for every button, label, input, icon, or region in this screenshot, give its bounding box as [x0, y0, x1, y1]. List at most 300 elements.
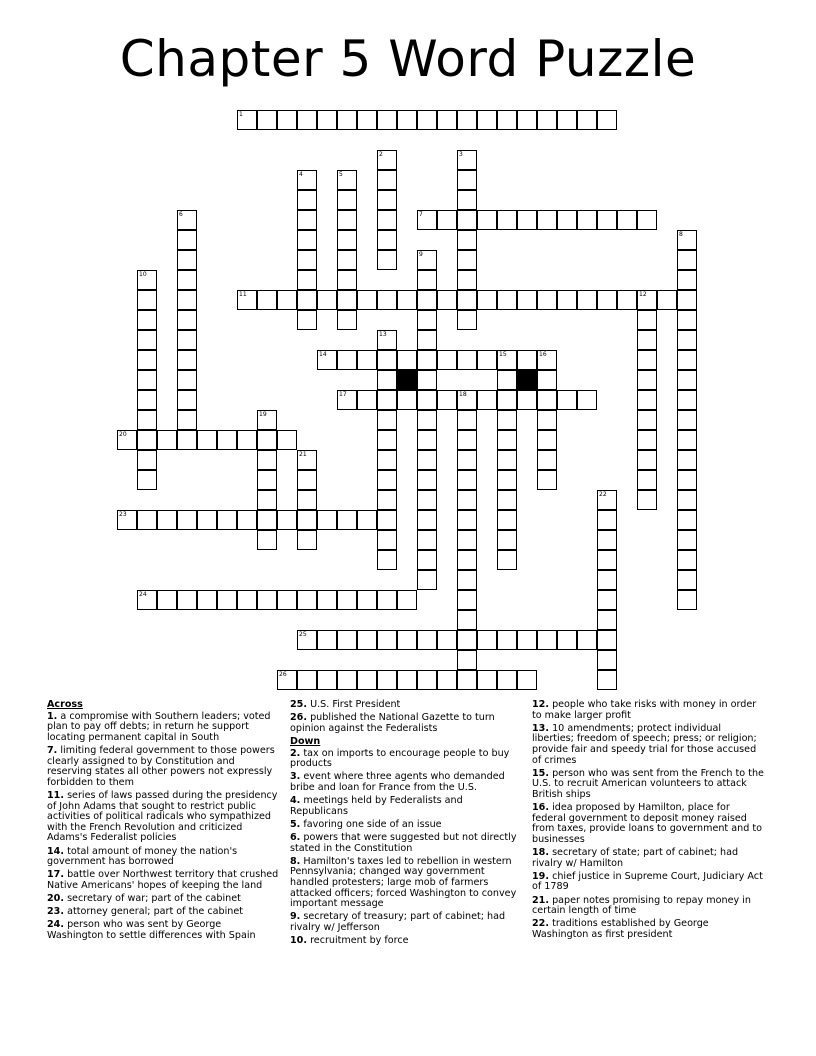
grid-cell[interactable] — [197, 510, 217, 530]
grid-cell[interactable] — [497, 370, 517, 390]
grid-cell[interactable] — [317, 590, 337, 610]
grid-cell[interactable] — [377, 110, 397, 130]
grid-cell[interactable] — [537, 470, 557, 490]
grid-cell[interactable] — [157, 590, 177, 610]
grid-cell[interactable] — [397, 630, 417, 650]
grid-cell[interactable] — [457, 190, 477, 210]
clue-down-4: 4. meetings held by Federalists and Republicans — [290, 795, 463, 817]
grid-cell[interactable] — [417, 350, 437, 370]
grid-cell[interactable] — [377, 190, 397, 210]
grid-cell[interactable] — [317, 290, 337, 310]
grid-cell[interactable] — [597, 530, 617, 550]
grid-cell[interactable] — [337, 170, 357, 190]
grid-cell[interactable] — [337, 290, 357, 310]
grid-cell[interactable] — [417, 290, 437, 310]
grid-cell[interactable] — [397, 110, 417, 130]
grid-cell[interactable] — [497, 410, 517, 430]
grid-cell[interactable] — [637, 330, 657, 350]
grid-cell[interactable] — [177, 390, 197, 410]
grid-cell[interactable] — [157, 510, 177, 530]
grid-cell[interactable] — [577, 630, 597, 650]
grid-cell[interactable] — [677, 250, 697, 270]
grid-cell[interactable] — [477, 670, 497, 690]
grid-cell[interactable] — [517, 350, 537, 370]
grid-cell[interactable] — [177, 410, 197, 430]
grid-cell[interactable] — [437, 670, 457, 690]
grid-cell[interactable] — [537, 410, 557, 430]
grid-cell[interactable] — [537, 430, 557, 450]
grid-cell[interactable] — [137, 270, 157, 290]
grid-cell[interactable] — [397, 670, 417, 690]
grid-cell[interactable] — [377, 670, 397, 690]
grid-cell[interactable] — [297, 290, 317, 310]
grid-cell[interactable] — [457, 290, 477, 310]
grid-cell[interactable] — [257, 590, 277, 610]
grid-cell[interactable] — [257, 430, 277, 450]
clue-number: 26 — [279, 671, 287, 678]
grid-cell[interactable] — [677, 470, 697, 490]
grid-cell[interactable] — [677, 570, 697, 590]
grid-cell[interactable] — [457, 150, 477, 170]
grid-cell[interactable] — [677, 370, 697, 390]
grid-cell[interactable] — [137, 290, 157, 310]
grid-cell[interactable] — [397, 590, 417, 610]
grid-cell[interactable] — [337, 190, 357, 210]
grid-cell[interactable] — [357, 110, 377, 130]
grid-cell[interactable] — [417, 410, 437, 430]
grid-cell[interactable] — [637, 350, 657, 370]
grid-cell[interactable] — [597, 210, 617, 230]
grid-cell[interactable] — [437, 630, 457, 650]
grid-cell[interactable] — [257, 450, 277, 470]
grid-cell[interactable] — [137, 410, 157, 430]
grid-cell[interactable] — [657, 290, 677, 310]
grid-cell[interactable] — [297, 110, 317, 130]
grid-cell[interactable] — [377, 470, 397, 490]
grid-cell[interactable] — [337, 230, 357, 250]
grid-cell[interactable] — [137, 310, 157, 330]
grid-cell[interactable] — [297, 250, 317, 270]
grid-cell[interactable] — [437, 110, 457, 130]
grid-cell[interactable] — [637, 310, 657, 330]
grid-cell[interactable] — [417, 570, 437, 590]
grid-cell[interactable] — [457, 430, 477, 450]
grid-cell[interactable] — [297, 530, 317, 550]
grid-cell[interactable] — [417, 250, 437, 270]
grid-cell[interactable] — [557, 290, 577, 310]
grid-cell[interactable] — [357, 390, 377, 410]
grid-cell[interactable] — [417, 450, 437, 470]
grid-cell[interactable] — [297, 170, 317, 190]
grid-cell[interactable] — [477, 390, 497, 410]
grid-cell[interactable] — [677, 290, 697, 310]
grid-cell[interactable] — [437, 290, 457, 310]
grid-cell[interactable] — [637, 450, 657, 470]
grid-cell[interactable] — [497, 210, 517, 230]
grid-cell[interactable] — [417, 210, 437, 230]
grid-cell[interactable] — [137, 370, 157, 390]
grid-cell[interactable] — [357, 350, 377, 370]
grid-cell[interactable] — [457, 110, 477, 130]
grid-cell[interactable] — [377, 590, 397, 610]
grid-cell[interactable] — [677, 310, 697, 330]
grid-cell[interactable] — [637, 370, 657, 390]
grid-cell[interactable] — [457, 210, 477, 230]
grid-cell[interactable] — [177, 370, 197, 390]
grid-cell[interactable] — [297, 470, 317, 490]
grid-cell[interactable] — [357, 290, 377, 310]
grid-cell[interactable] — [297, 630, 317, 650]
grid-cell[interactable] — [457, 670, 477, 690]
grid-cell[interactable] — [597, 510, 617, 530]
grid-cell[interactable] — [537, 210, 557, 230]
grid-cell[interactable] — [177, 310, 197, 330]
grid-cell[interactable] — [537, 350, 557, 370]
grid-cell[interactable] — [357, 630, 377, 650]
grid-cell[interactable] — [677, 490, 697, 510]
grid-cell[interactable] — [597, 550, 617, 570]
grid-cell[interactable] — [357, 510, 377, 530]
grid-cell[interactable] — [617, 210, 637, 230]
grid-cell[interactable] — [497, 470, 517, 490]
grid-cell[interactable] — [577, 210, 597, 230]
grid-cell[interactable] — [277, 590, 297, 610]
grid-cell[interactable] — [337, 350, 357, 370]
grid-cell[interactable] — [377, 630, 397, 650]
puzzle-title: Chapter 5 Word Puzzle — [119, 30, 697, 88]
grid-cell[interactable] — [497, 670, 517, 690]
grid-cell[interactable] — [377, 390, 397, 410]
grid-cell[interactable] — [537, 290, 557, 310]
grid-cell[interactable] — [677, 450, 697, 470]
grid-cell[interactable] — [377, 170, 397, 190]
clue-across-7: 7. limiting federal government to those powers clearly assigned to by Constitution and reserving states all other powers not expressly forbidden to them — [47, 744, 275, 788]
grid-cell[interactable] — [597, 610, 617, 630]
grid-cell[interactable] — [297, 230, 317, 250]
grid-cell[interactable] — [417, 110, 437, 130]
grid-cell[interactable] — [537, 450, 557, 470]
grid-cell[interactable] — [637, 390, 657, 410]
grid-cell[interactable] — [417, 310, 437, 330]
grid-cell[interactable] — [317, 350, 337, 370]
grid-cell[interactable] — [337, 110, 357, 130]
grid-cell[interactable] — [637, 490, 657, 510]
grid-cell[interactable] — [437, 390, 457, 410]
grid-cell[interactable] — [497, 510, 517, 530]
grid-cell[interactable] — [297, 490, 317, 510]
grid-cell[interactable] — [597, 590, 617, 610]
grid-cell[interactable] — [297, 310, 317, 330]
grid-cell[interactable] — [457, 230, 477, 250]
grid-cell[interactable] — [497, 550, 517, 570]
grid-cell[interactable] — [377, 430, 397, 450]
grid-cell[interactable] — [497, 450, 517, 470]
grid-cell[interactable] — [497, 490, 517, 510]
clue-down-2: 2. tax on imports to encourage people to buy products — [290, 747, 510, 770]
grid-cell[interactable] — [477, 630, 497, 650]
grid-cell[interactable] — [577, 110, 597, 130]
grid-cell[interactable] — [297, 270, 317, 290]
grid-cell[interactable] — [457, 570, 477, 590]
grid-cell[interactable] — [537, 630, 557, 650]
grid-cell[interactable] — [277, 430, 297, 450]
grid-cell[interactable] — [597, 490, 617, 510]
grid-cell[interactable] — [177, 250, 197, 270]
grid-cell[interactable] — [677, 430, 697, 450]
grid-cell[interactable] — [557, 390, 577, 410]
grid-cell[interactable] — [117, 430, 137, 450]
grid-cell[interactable] — [457, 250, 477, 270]
clue-across-14: 14. total amount of money the nation's government has borrowed — [47, 845, 238, 868]
grid-cell[interactable] — [537, 390, 557, 410]
grid-cell[interactable] — [177, 230, 197, 250]
clue-number: 25 — [299, 631, 307, 638]
grid-cell[interactable] — [317, 510, 337, 530]
grid-cell[interactable] — [597, 630, 617, 650]
grid-cell[interactable] — [477, 350, 497, 370]
grid-cell[interactable] — [337, 270, 357, 290]
grid-cell[interactable] — [497, 350, 517, 370]
grid-cell[interactable] — [457, 650, 477, 670]
grid-cell[interactable] — [457, 490, 477, 510]
grid-cell[interactable] — [417, 330, 437, 350]
grid-cell[interactable] — [457, 530, 477, 550]
grid-cell[interactable] — [457, 270, 477, 290]
grid-cell[interactable] — [397, 290, 417, 310]
grid-cell[interactable] — [597, 670, 617, 690]
grid-cell[interactable] — [417, 510, 437, 530]
grid-cell[interactable] — [477, 110, 497, 130]
grid-cell[interactable] — [437, 350, 457, 370]
grid-cell[interactable] — [497, 290, 517, 310]
grid-cell[interactable] — [257, 530, 277, 550]
grid-cell[interactable] — [677, 350, 697, 370]
grid-cell[interactable] — [377, 250, 397, 270]
grid-cell[interactable] — [457, 590, 477, 610]
grid-cell[interactable] — [557, 110, 577, 130]
grid-cell[interactable] — [177, 590, 197, 610]
grid-cell[interactable] — [337, 630, 357, 650]
grid-cell[interactable] — [177, 290, 197, 310]
grid-cell[interactable] — [677, 270, 697, 290]
grid-cell[interactable] — [597, 290, 617, 310]
grid-cell[interactable] — [157, 430, 177, 450]
grid-cell[interactable] — [337, 310, 357, 330]
grid-cell[interactable] — [177, 330, 197, 350]
grid-cell[interactable] — [477, 290, 497, 310]
grid-cell[interactable] — [377, 330, 397, 350]
grid-cell[interactable] — [577, 290, 597, 310]
grid-cell[interactable] — [677, 550, 697, 570]
grid-cell[interactable] — [457, 170, 477, 190]
grid-cell[interactable] — [377, 530, 397, 550]
grid-cell[interactable] — [417, 670, 437, 690]
grid-cell[interactable] — [217, 430, 237, 450]
grid-cell[interactable] — [397, 390, 417, 410]
grid-cell[interactable] — [457, 510, 477, 530]
grid-cell[interactable] — [377, 370, 397, 390]
grid-cell[interactable] — [257, 510, 277, 530]
grid-cell[interactable] — [177, 430, 197, 450]
grid-cell[interactable] — [457, 410, 477, 430]
grid-cell[interactable] — [457, 350, 477, 370]
grid-cell[interactable] — [417, 530, 437, 550]
grid-cell[interactable] — [177, 270, 197, 290]
grid-cell[interactable] — [137, 350, 157, 370]
clue-number: 22 — [599, 491, 607, 498]
grid-cell[interactable] — [237, 590, 257, 610]
grid-cell[interactable] — [377, 290, 397, 310]
grid-cell[interactable] — [137, 510, 157, 530]
clue-number: 17 — [339, 391, 347, 398]
grid-cell[interactable] — [257, 290, 277, 310]
grid-cell[interactable] — [137, 330, 157, 350]
grid-cell[interactable] — [137, 390, 157, 410]
clue-number: 21 — [299, 451, 307, 458]
grid-cell[interactable] — [597, 650, 617, 670]
grid-cell[interactable] — [417, 270, 437, 290]
grid-cell[interactable] — [357, 670, 377, 690]
grid-cell[interactable] — [137, 450, 157, 470]
grid-cell[interactable] — [517, 670, 537, 690]
grid-cell[interactable] — [417, 470, 437, 490]
grid-cell[interactable] — [677, 390, 697, 410]
grid-cell[interactable] — [517, 210, 537, 230]
grid-cell[interactable] — [457, 550, 477, 570]
grid-cell[interactable] — [557, 210, 577, 230]
grid-cell[interactable] — [377, 350, 397, 370]
grid-cell[interactable] — [177, 350, 197, 370]
grid-cell[interactable] — [177, 510, 197, 530]
grid-cell[interactable] — [497, 390, 517, 410]
grid-cell[interactable] — [457, 470, 477, 490]
grid-cell[interactable] — [137, 430, 157, 450]
grid-cell[interactable] — [237, 290, 257, 310]
grid-cell[interactable] — [417, 430, 437, 450]
grid-cell[interactable] — [237, 510, 257, 530]
clue-number: 24 — [139, 591, 147, 598]
grid-cell[interactable] — [237, 430, 257, 450]
grid-cell[interactable] — [317, 630, 337, 650]
grid-cell[interactable] — [337, 390, 357, 410]
grid-cell[interactable] — [257, 410, 277, 430]
grid-cell[interactable] — [677, 510, 697, 530]
grid-cell[interactable] — [377, 550, 397, 570]
grid-cell[interactable] — [377, 230, 397, 250]
grid-cell[interactable] — [217, 590, 237, 610]
grid-cell[interactable] — [577, 390, 597, 410]
grid-cell[interactable] — [677, 590, 697, 610]
grid-cell[interactable] — [337, 250, 357, 270]
grid-cell[interactable] — [137, 590, 157, 610]
grid-cell[interactable] — [297, 190, 317, 210]
grid-cell[interactable] — [637, 470, 657, 490]
grid-cell[interactable] — [637, 290, 657, 310]
grid-cell[interactable] — [677, 230, 697, 250]
grid-cell[interactable] — [397, 350, 417, 370]
grid-cell[interactable] — [417, 550, 437, 570]
grid-cell[interactable] — [517, 290, 537, 310]
grid-cell[interactable] — [377, 490, 397, 510]
grid-cell[interactable] — [197, 430, 217, 450]
grid-cell[interactable] — [297, 450, 317, 470]
grid-cell[interactable] — [317, 110, 337, 130]
grid-cell[interactable] — [517, 110, 537, 130]
grid-cell[interactable] — [457, 630, 477, 650]
grid-cell[interactable] — [337, 210, 357, 230]
grid-cell[interactable] — [597, 110, 617, 130]
grid-cell[interactable] — [417, 370, 437, 390]
grid-cell[interactable] — [557, 630, 577, 650]
grid-cell[interactable] — [417, 390, 437, 410]
grid-cell[interactable] — [337, 590, 357, 610]
grid-cell[interactable] — [257, 490, 277, 510]
grid-cell[interactable] — [477, 210, 497, 230]
grid-cell[interactable] — [617, 290, 637, 310]
grid-cell[interactable] — [377, 150, 397, 170]
grid-cell[interactable] — [277, 110, 297, 130]
grid-cell[interactable] — [197, 590, 217, 610]
grid-cell[interactable] — [537, 370, 557, 390]
grid-cell[interactable] — [517, 630, 537, 650]
grid-cell[interactable] — [377, 410, 397, 430]
grid-cell[interactable] — [317, 670, 337, 690]
grid-cell[interactable] — [537, 110, 557, 130]
grid-cell[interactable] — [677, 330, 697, 350]
grid-cell[interactable] — [497, 630, 517, 650]
grid-cell[interactable] — [457, 310, 477, 330]
grid-cell[interactable] — [637, 430, 657, 450]
grid-cell[interactable] — [297, 510, 317, 530]
grid-cell[interactable] — [297, 590, 317, 610]
grid-cell[interactable] — [677, 530, 697, 550]
grid-cell[interactable] — [277, 290, 297, 310]
grid-cell[interactable] — [597, 570, 617, 590]
grid-cell[interactable] — [137, 470, 157, 490]
grid-cell[interactable] — [497, 530, 517, 550]
grid-cell[interactable] — [377, 450, 397, 470]
grid-cell[interactable] — [417, 490, 437, 510]
grid-cell[interactable] — [257, 470, 277, 490]
grid-cell[interactable] — [457, 390, 477, 410]
grid-cell[interactable] — [417, 630, 437, 650]
grid-cell[interactable] — [297, 210, 317, 230]
grid-cell[interactable] — [357, 590, 377, 610]
grid-cell[interactable] — [257, 110, 277, 130]
grid-cell[interactable] — [117, 510, 137, 530]
grid-cell[interactable] — [217, 510, 237, 530]
grid-cell[interactable] — [497, 110, 517, 130]
grid-cell[interactable] — [437, 210, 457, 230]
grid-cell[interactable] — [457, 610, 477, 630]
grid-cell[interactable] — [177, 210, 197, 230]
grid-cell[interactable] — [377, 210, 397, 230]
grid-cell[interactable] — [677, 410, 697, 430]
grid-cell[interactable] — [277, 510, 297, 530]
grid-cell[interactable] — [457, 450, 477, 470]
grid-cell[interactable] — [377, 510, 397, 530]
grid-cell[interactable] — [497, 430, 517, 450]
grid-cell[interactable] — [337, 670, 357, 690]
grid-cell[interactable] — [237, 110, 257, 130]
grid-cell[interactable] — [517, 390, 537, 410]
grid-cell[interactable] — [337, 510, 357, 530]
grid-cell[interactable] — [637, 410, 657, 430]
grid-cell[interactable] — [277, 670, 297, 690]
grid-cell[interactable] — [637, 210, 657, 230]
clue-down-16: 16. idea proposed by Hamilton, place for federal government to deposit money raised from taxes, provide loans to government and to businesses — [532, 802, 762, 845]
grid-cell[interactable] — [297, 670, 317, 690]
